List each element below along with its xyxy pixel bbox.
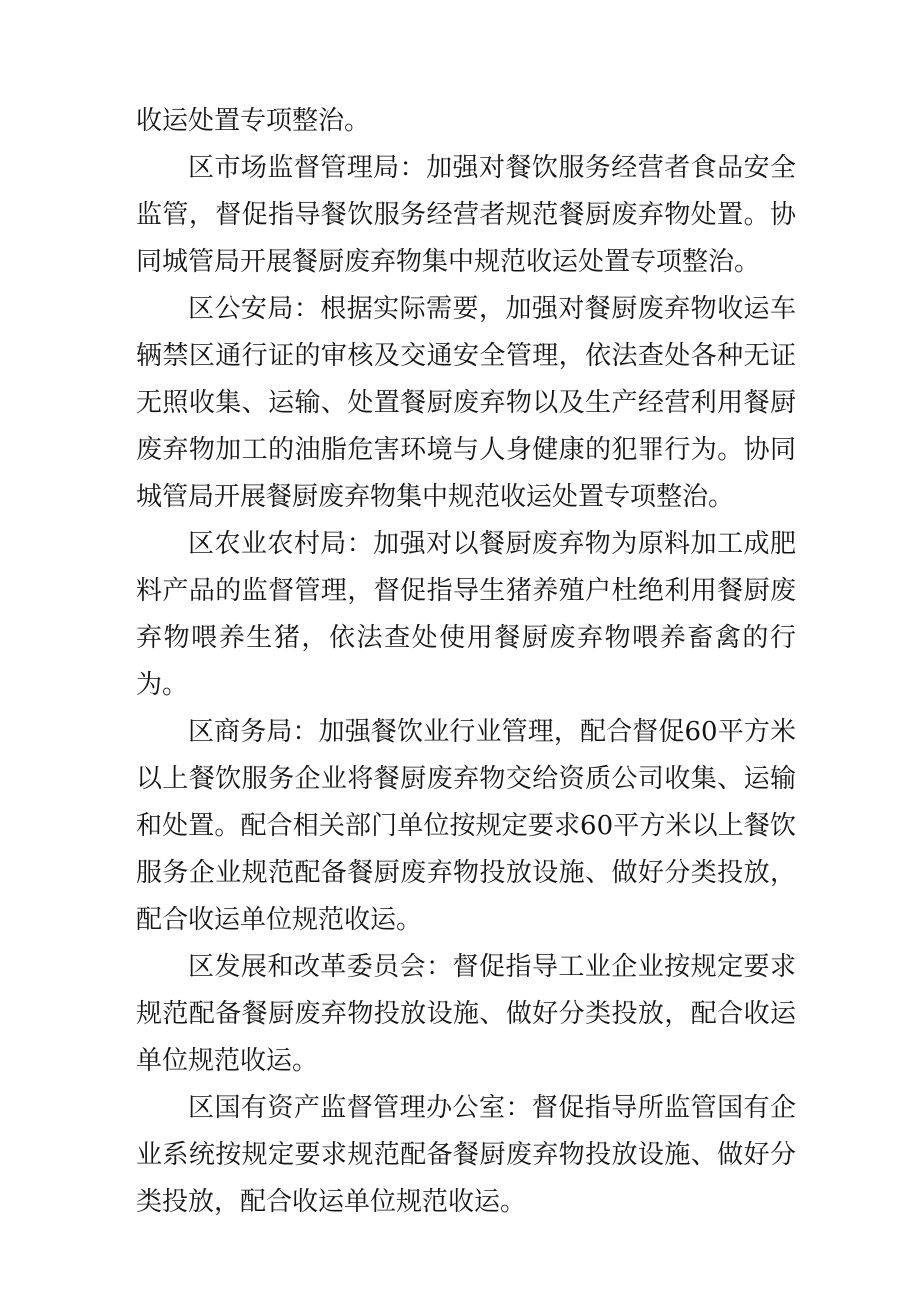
paragraph-continuation: 收运处置专项整治。 (136, 106, 371, 136)
paragraph-agriculture-rural-bureau: 区农业农村局：加强对以餐厨废弃物为原料加工成肥料产品的监督管理，督促指导生猪养殖户杜绝利用餐厨废弃物喂养生猪，依法查处使用餐厨废弃物喂养畜禽的行为。 (136, 529, 796, 700)
paragraph-commerce-bureau: 区商务局：加强餐饮业行业管理，配合督促60平方米以上餐饮服务企业将餐厨废弃物交给资质公司收集、运输和处置。配合相关部门单位按规定要求60平方米以上餐饮服务企业规范配备餐厨废弃物投放设施、做好分类投放，配合收运单位规范收运。 (136, 717, 796, 935)
paragraph-market-supervision-bureau: 区市场监督管理局：加强对餐饮服务经营者食品安全监管，督促指导餐饮服务经营者规范餐厨废弃物处置。协同城管局开展餐厨废弃物集中规范收运处置专项整治。 (136, 153, 796, 277)
paragraph-development-reform-commission: 区发展和改革委员会：督促指导工业企业按规定要求规范配备餐厨废弃物投放设施、做好分类投放，配合收运单位规范收运。 (136, 952, 796, 1076)
paragraph-state-assets-office: 区国有资产监督管理办公室：督促指导所监管国有企业系统按规定要求规范配备餐厨废弃物投放设施、做好分类投放，配合收运单位规范收运。 (136, 1093, 796, 1217)
paragraph-public-security-bureau: 区公安局：根据实际需要，加强对餐厨废弃物收运车辆禁区通行证的审核及交通安全管理，依法查处各种无证无照收集、运输、处置餐厨废弃物以及生产经营利用餐厨废弃物加工的油脂危害环境与人身健康的犯罪行为。协同城管局开展餐厨废弃物集中规范收运处置专项整治。 (136, 294, 796, 512)
document-body (136, 98, 796, 1226)
